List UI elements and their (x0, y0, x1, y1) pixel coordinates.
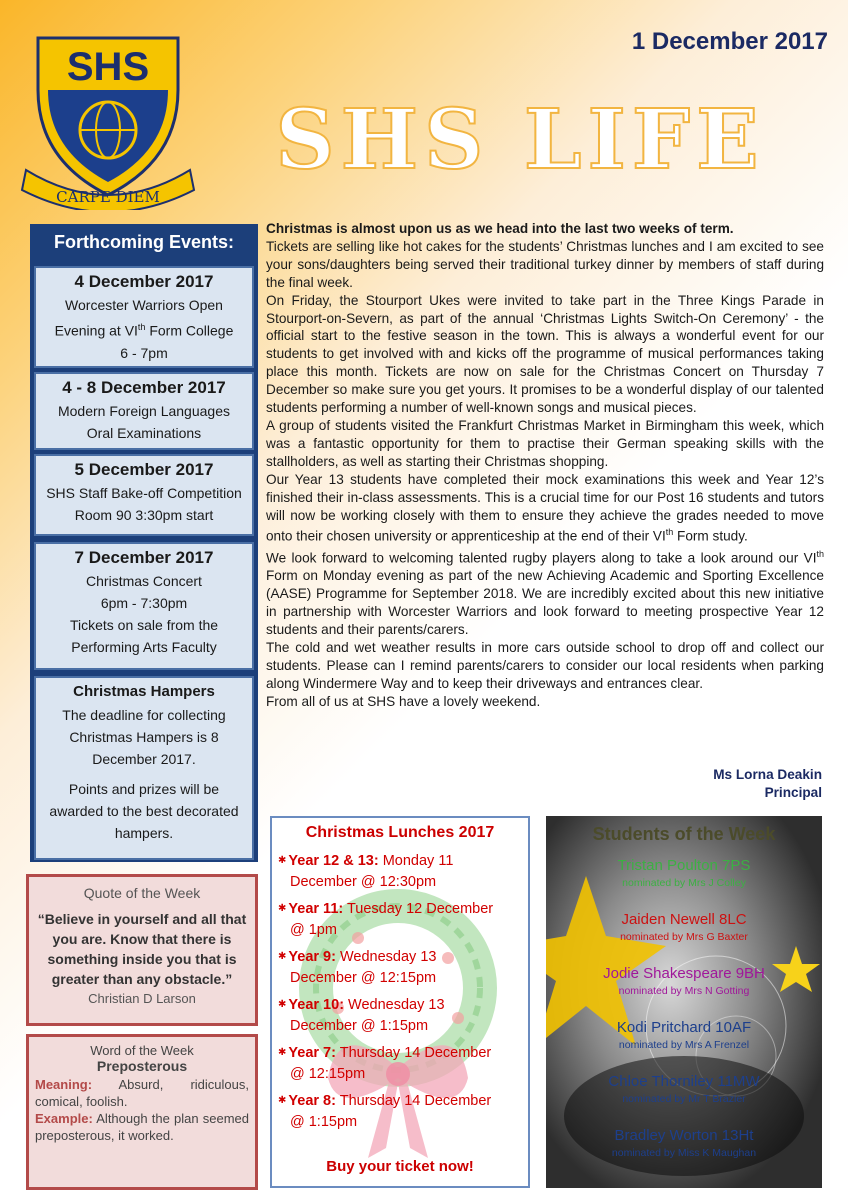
signature-role: Principal (764, 785, 822, 800)
student-nominator: nominated by Mrs N Gotting (618, 985, 750, 997)
students-of-the-week (546, 816, 822, 1188)
lunch-item: ✱ Year 7: Thursday 14 December @ 12:15pm (278, 1045, 492, 1082)
student-name: Chloe Thorniley 11MW (608, 1073, 760, 1090)
event-line: 6pm - 7:30pm (100, 595, 188, 611)
quote-heading: Quote of the Week (83, 885, 201, 901)
student-name: Kodi Pritchard 10AF (616, 1019, 752, 1036)
article-paragraph: The cold and wet weather results in more cars outside school to drop off and collect our students. Please can I remind parents/carers to consider our local residents when parking along Windermere Way and to keep their driveways and entrances clear. (266, 639, 824, 691)
lunches-title: Christmas Lunches 2017 (305, 824, 495, 841)
article-paragraph: On Friday, the Stourport Ukes were invited to take part in the Three Kings Parade in Stourport-on-Severn, as part of the annual ‘Christmas Lights Switch-On Ceremony’ - the official start to the festive season in the town. This is always a wonderful event for our students to get involved with and kicks off the programme of musical performances taking place this month. Tickets are now on sale for the Christmas Concert on Thursday 7 December so make sure you get yours. It promises to be a wonderful display of our talented students performing a number of well-known songs and musical pieces. (266, 292, 824, 416)
hampers-line: Points and prizes will be awarded to the best decorated hampers. (49, 781, 239, 841)
event-line: Evening at VIth Form College (54, 322, 234, 339)
lunch-item: ✱ Year 8: Thursday 14 December @ 1:15pm (278, 1093, 492, 1130)
student-entry (546, 910, 822, 944)
lunches-call-to-action: Buy your ticket now! (326, 1158, 474, 1175)
event-card (34, 454, 254, 536)
event-date: 7 December 2017 (74, 548, 214, 567)
logo-initials: SHS (66, 45, 150, 89)
event-line: 6 - 7pm (120, 344, 168, 361)
article-paragraph: From all of us at SHS have a lovely weekend. (266, 693, 541, 709)
events-title: Forthcoming Events: (53, 232, 234, 252)
student-entry (546, 1018, 822, 1052)
word-meaning: Meaning: Absurd, ridiculous, comical, foolish. (35, 1077, 249, 1109)
event-line: SHS Staff Bake-off Competition (46, 485, 242, 501)
word-term: Preposterous (96, 1058, 188, 1074)
lunch-item: ✱ Year 9: Wednesday 13 December @ 12:15pm (278, 949, 437, 986)
event-line: Oral Examinations (86, 425, 202, 441)
article-lead: Christmas is almost upon us as we head into the last two weeks of term. (266, 221, 734, 236)
event-line: Modern Foreign Languages (57, 403, 230, 419)
event-date: 4 - 8 December 2017 (62, 378, 226, 397)
principal-letter (266, 220, 824, 711)
logo-motto: CARPE DIEM (56, 188, 160, 206)
signature-name: Ms Lorna Deakin (713, 767, 822, 782)
student-name: Jodie Shakespeare 9BH (603, 965, 765, 982)
word-example: Example: Although the plan seemed preposterous, it worked. (35, 1111, 249, 1143)
student-nominator: nominated by Mrs G Baxter (620, 931, 748, 943)
students-title: Students of the Week (592, 824, 776, 844)
student-nominator: nominated by Mr T Brazier (622, 1093, 746, 1105)
event-line: Room 90 3:30pm start (74, 507, 214, 523)
student-nominator: nominated by Miss K Maughan (611, 1147, 757, 1159)
signature-block (713, 766, 822, 802)
article-paragraph: We look forward to welcoming talented rugby players along to take a look around our VIth Form on Monday evening as part of the new Achieving Academic and Sporting Excellence (AASE) Programme for September 2018. We are incredibly excited about this new initiative in partnership with Worcester Warriors and look forward to meeting prospective Year 12 students and their parents/carers. (266, 548, 824, 637)
lunch-item: ✱ Year 10: Wednesday 13 December @ 1:15pm (278, 997, 445, 1034)
hampers-title: Christmas Hampers (73, 683, 215, 700)
student-name: Bradley Worton 13Ht (614, 1127, 754, 1144)
event-line: Performing Arts Faculty (71, 639, 217, 655)
event-date: 5 December 2017 (74, 460, 214, 479)
hampers-card (34, 676, 254, 860)
event-card (34, 542, 254, 670)
student-entry (546, 1126, 822, 1160)
word-heading: Word of the Week (90, 1043, 194, 1058)
article-paragraph: Tickets are selling like hot cakes for the students’ Christmas lunches and I am excited to see your sons/daughters being served their traditional turkey dinner by members of staff during the final week. (266, 238, 824, 290)
student-entry (546, 1072, 822, 1106)
student-entry (546, 856, 822, 890)
article-paragraph: Our Year 13 students have completed their mock examinations this week and Year 12’s finished their in-class assessments. This is a crucial time for our Post 16 students and tutors will now be working closely with them to ensure they achieve the grades needed to move onto their chosen university or apprenticeship at the end of their VIth Form study. (266, 471, 824, 544)
hampers-line: The deadline for collecting Christmas Hampers is 8 December 2017. (62, 707, 226, 767)
quote-of-the-week (26, 874, 258, 1026)
events-panel (30, 224, 258, 862)
lunch-item: ✱ Year 12 & 13: Monday 11 December @ 12:30pm (278, 853, 454, 890)
event-line: Tickets on sale from the (69, 617, 219, 633)
student-nominator: nominated by Mrs J Colley (622, 877, 746, 889)
article-paragraph: A group of students visited the Frankfurt Christmas Market in Birmingham this week, which was a fantastic opportunity for them to practise their German speaking skills with the stallholders, as well as starting their Christmas shopping. (266, 417, 824, 469)
student-name: Tristan Poulton 7PS (617, 857, 751, 874)
student-nominator: nominated by Mrs A Frenzel (618, 1039, 750, 1051)
word-of-the-week (26, 1034, 258, 1190)
event-card (34, 266, 254, 368)
event-date: 4 December 2017 (74, 272, 214, 291)
student-entry (546, 964, 822, 998)
lunch-item: ✱ Year 11: Tuesday 12 December @ 1pm (278, 901, 494, 938)
christmas-lunches-box (270, 816, 530, 1188)
event-line: Christmas Concert (86, 573, 202, 589)
masthead-title: SHS LIFE (275, 92, 765, 188)
school-crest-logo (18, 20, 198, 210)
quote-author: Christian D Larson (88, 991, 196, 1006)
student-name: Jaiden Newell 8LC (621, 911, 747, 928)
quote-text: “Believe in yourself and all that you are. Know that there is something inside you that is greater than any obstacle.” (37, 911, 247, 987)
event-card (34, 372, 254, 450)
event-line: Worcester Warriors Open (65, 297, 223, 313)
issue-date: 1 December 2017 (631, 28, 828, 55)
